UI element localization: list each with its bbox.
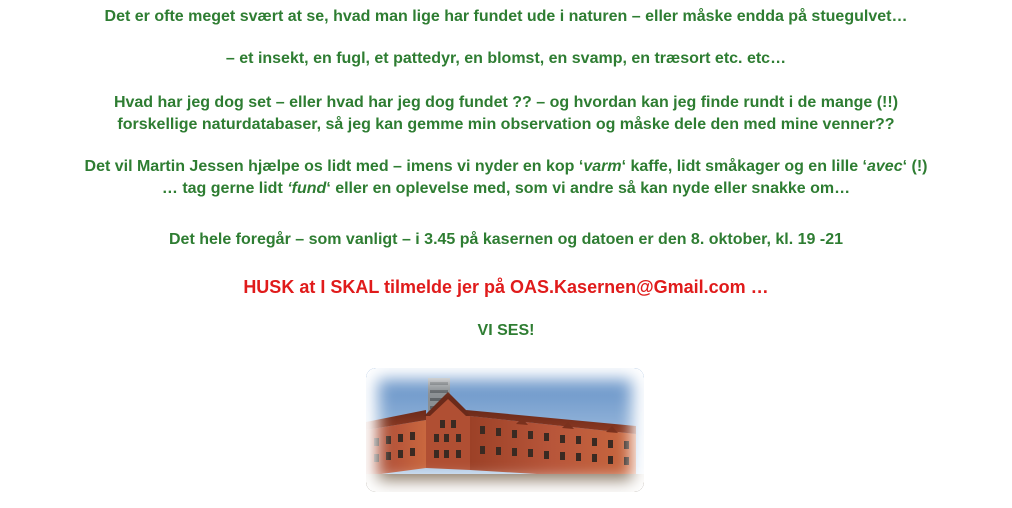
emphasis-varm: varm	[583, 158, 622, 175]
invitation-text-e: ‘ eller en oplevelse med, som vi andre så kan nyde eller snakke om…	[326, 180, 851, 197]
question-paragraph	[0, 92, 1012, 136]
examples-line: – et insekt, en fugl, et pattedyr, en blomst, en svamp, en træsort etc. etc…	[225, 50, 787, 67]
signup-reminder: HUSK at I SKAL tilmelde jer på OAS.Kasernen@Gmail.com …	[243, 277, 769, 297]
question-line-2: forskellige naturdatabaser, så jeg kan gemme min observation og måske dele den med mine venner??	[117, 116, 895, 133]
invitation-line-2	[0, 178, 1012, 200]
emphasis-fund: ‘fund	[287, 180, 327, 197]
emphasis-avec: avec	[867, 158, 903, 175]
invitation-text-d: … tag gerne lidt	[161, 180, 288, 197]
question-line-1: Hvad har jeg dog set – eller hvad har jeg dog fundet ?? – og hvordan kan jeg finde rundt i de mange (!!)	[113, 94, 899, 111]
invitation-paragraph	[0, 156, 1012, 200]
event-details-line: Det hele foregår – som vanligt – i 3.45 på kasernen og datoen er den 8. oktober, kl. 19 -21	[168, 231, 843, 248]
intro-line: Det er ofte meget svært at se, hvad man lige har fundet ude i naturen – eller måske endda på stuegulvet…	[104, 8, 908, 25]
invitation-text-c: ‘ (!)	[902, 158, 928, 175]
invitation-text-a: Det vil Martin Jessen hjælpe os lidt med – imens vi nyder en kop ‘	[84, 158, 584, 175]
kasernen-photo	[366, 368, 644, 492]
building-illustration	[366, 368, 644, 492]
farewell-line: VI SES!	[477, 322, 535, 339]
invitation-text-b: ‘ kaffe, lidt småkager og en lille ‘	[621, 158, 867, 175]
invitation-line-1	[0, 156, 1012, 178]
